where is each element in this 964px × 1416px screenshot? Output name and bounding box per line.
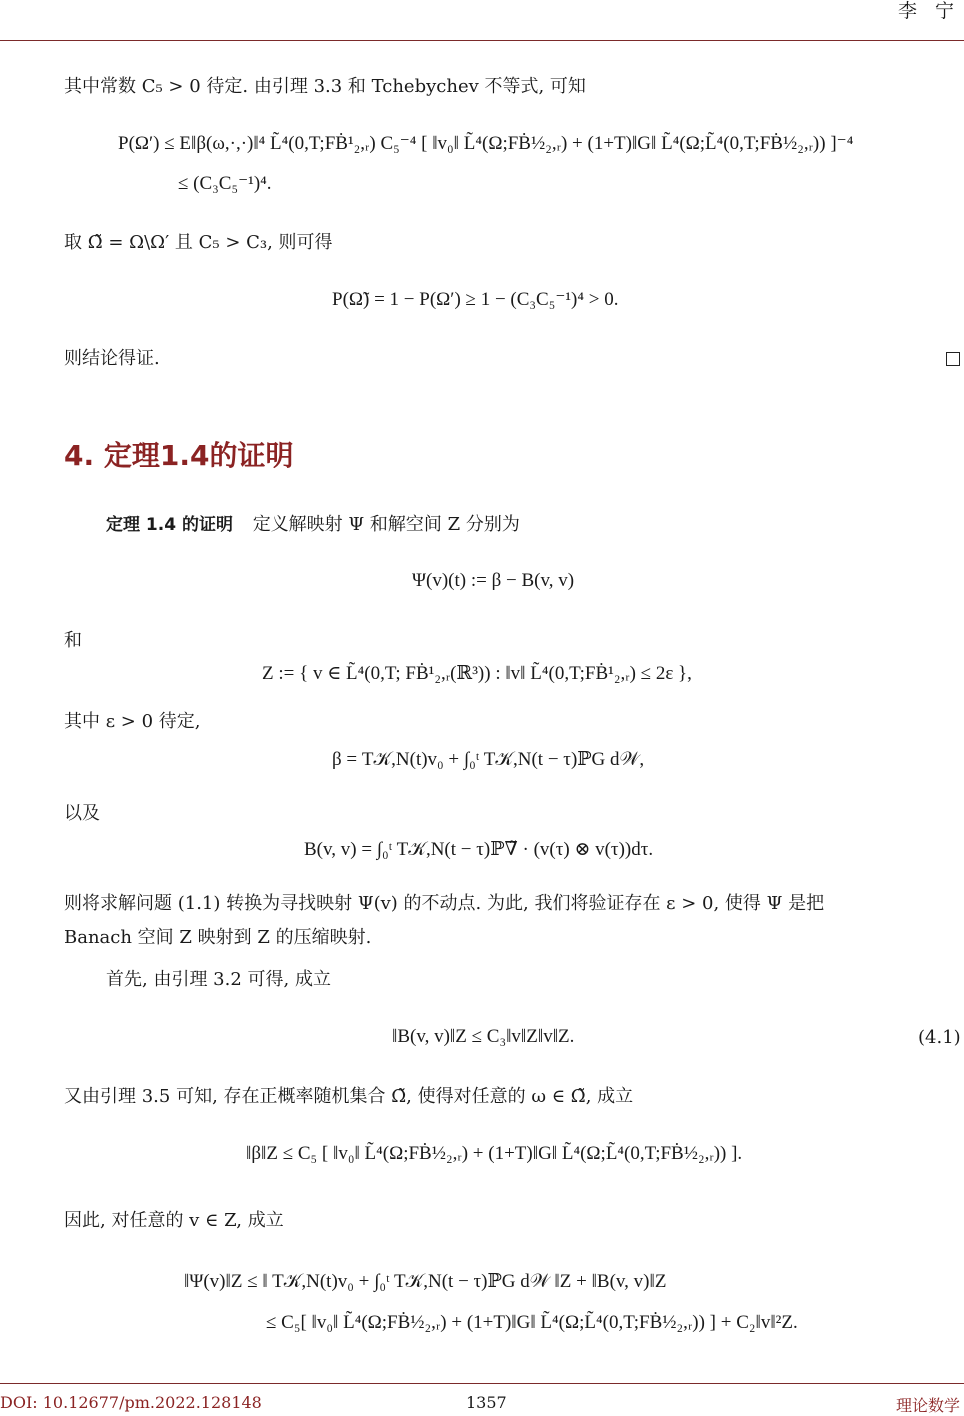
equation: β = T𝒦,N(t)v₀ + ∫₀ᵗ T𝒦,N(t − τ)ℙG d𝒲,	[332, 749, 645, 770]
equation: B(v, v) = ∫₀ᵗ T𝒦,N(t − τ)ℙ∇̃ · (v(τ) ⊗ v(τ))dτ.	[304, 839, 654, 860]
paragraph: 其中常数 C₅ > 0 待定. 由引理 3.3 和 Tchebychev 不等式, 可知	[64, 76, 586, 97]
qed-symbol	[946, 352, 960, 366]
equation-line: ≤ C₅[ ‖v₀‖ L̃⁴(Ω;FḂ½₂,ᵣ) + (1+T)‖G‖ L̃⁴(Ω;L̃⁴(0,T;FḂ½₂,ᵣ)) ] + C₂‖v‖²Z.	[266, 1312, 798, 1333]
equation: Ψ(v)(t) := β − B(v, v)	[412, 570, 575, 591]
footer-rule	[0, 1383, 964, 1384]
section-title: 4. 定理1.4的证明	[64, 439, 294, 472]
equation: P(Ω̃) = 1 − P(Ω′) ≥ 1 − (C₃C₅⁻¹)⁴ > 0.	[332, 289, 619, 310]
page-number: 1357	[466, 1393, 507, 1412]
paragraph: 则将求解问题 (1.1) 转换为寻找映射 Ψ(v) 的不动点. 为此, 我们将验证存在 ε > 0, 使得 Ψ 是把	[64, 893, 825, 914]
paragraph: 又由引理 3.5 可知, 存在正概率随机集合 Ω̃, 使得对任意的 ω ∈ Ω̃, 成立	[64, 1086, 634, 1107]
paragraph: Banach 空间 Z 映射到 Z 的压缩映射.	[64, 927, 372, 948]
paragraph: 首先, 由引理 3.2 可得, 成立	[106, 969, 331, 990]
paragraph: 其中 ε > 0 待定,	[64, 711, 201, 732]
footer-journal[interactable]: 理论数学	[895, 1396, 960, 1415]
running-header-author: 李 宁	[897, 0, 960, 22]
equation: ‖B(v, v)‖Z ≤ C₃‖v‖Z‖v‖Z.	[392, 1026, 575, 1047]
equation-line: P(Ω′) ≤ E‖β(ω,·,·)‖⁴ L̃⁴(0,T;FḂ¹₂,ᵣ) C₅⁻⁴ [ ‖v₀‖ L̃⁴(Ω;FḂ½₂,ᵣ) + (1+T)‖G‖ L̃⁴(Ω;L̃⁴(0,T;FḂ½₂,ᵣ)) ]⁻⁴	[118, 133, 854, 154]
footer-doi[interactable]: DOI: 10.12677/pm.2022.128148	[0, 1393, 262, 1412]
paragraph: 因此, 对任意的 v ∈ Z, 成立	[64, 1210, 284, 1231]
paragraph: 以及	[64, 803, 100, 824]
paragraph: 和	[64, 630, 82, 651]
paragraph: 则结论得证.	[64, 348, 160, 369]
header-rule	[0, 40, 964, 41]
proof-lead: 定理 1.4 的证明	[106, 515, 233, 535]
proof-paragraph	[106, 511, 520, 539]
equation-line: ≤ (C₃C₅⁻¹)⁴.	[178, 173, 272, 194]
equation: Z := { v ∈ L̃⁴(0,T; FḂ¹₂,ᵣ(ℝ³)) : ‖v‖ L̃⁴(0,T;FḂ¹₂,ᵣ) ≤ 2ε },	[262, 663, 692, 684]
equation-number: (4.1)	[918, 1027, 961, 1048]
proof-text: 定义解映射 Ψ 和解空间 Z 分别为	[252, 514, 520, 535]
equation-line: ‖Ψ(v)‖Z ≤ ‖ T𝒦,N(t)v₀ + ∫₀ᵗ T𝒦,N(t − τ)ℙG d𝒲 ‖Z + ‖B(v, v)‖Z	[184, 1271, 667, 1292]
equation: ‖β‖Z ≤ C₅ [ ‖v₀‖ L̃⁴(Ω;FḂ½₂,ᵣ) + (1+T)‖G‖ L̃⁴(Ω;L̃⁴(0,T;FḂ½₂,ᵣ)) ].	[246, 1143, 743, 1164]
paragraph: 取 Ω̃ = Ω\Ω′ 且 C₅ > C₃, 则可得	[64, 232, 333, 253]
